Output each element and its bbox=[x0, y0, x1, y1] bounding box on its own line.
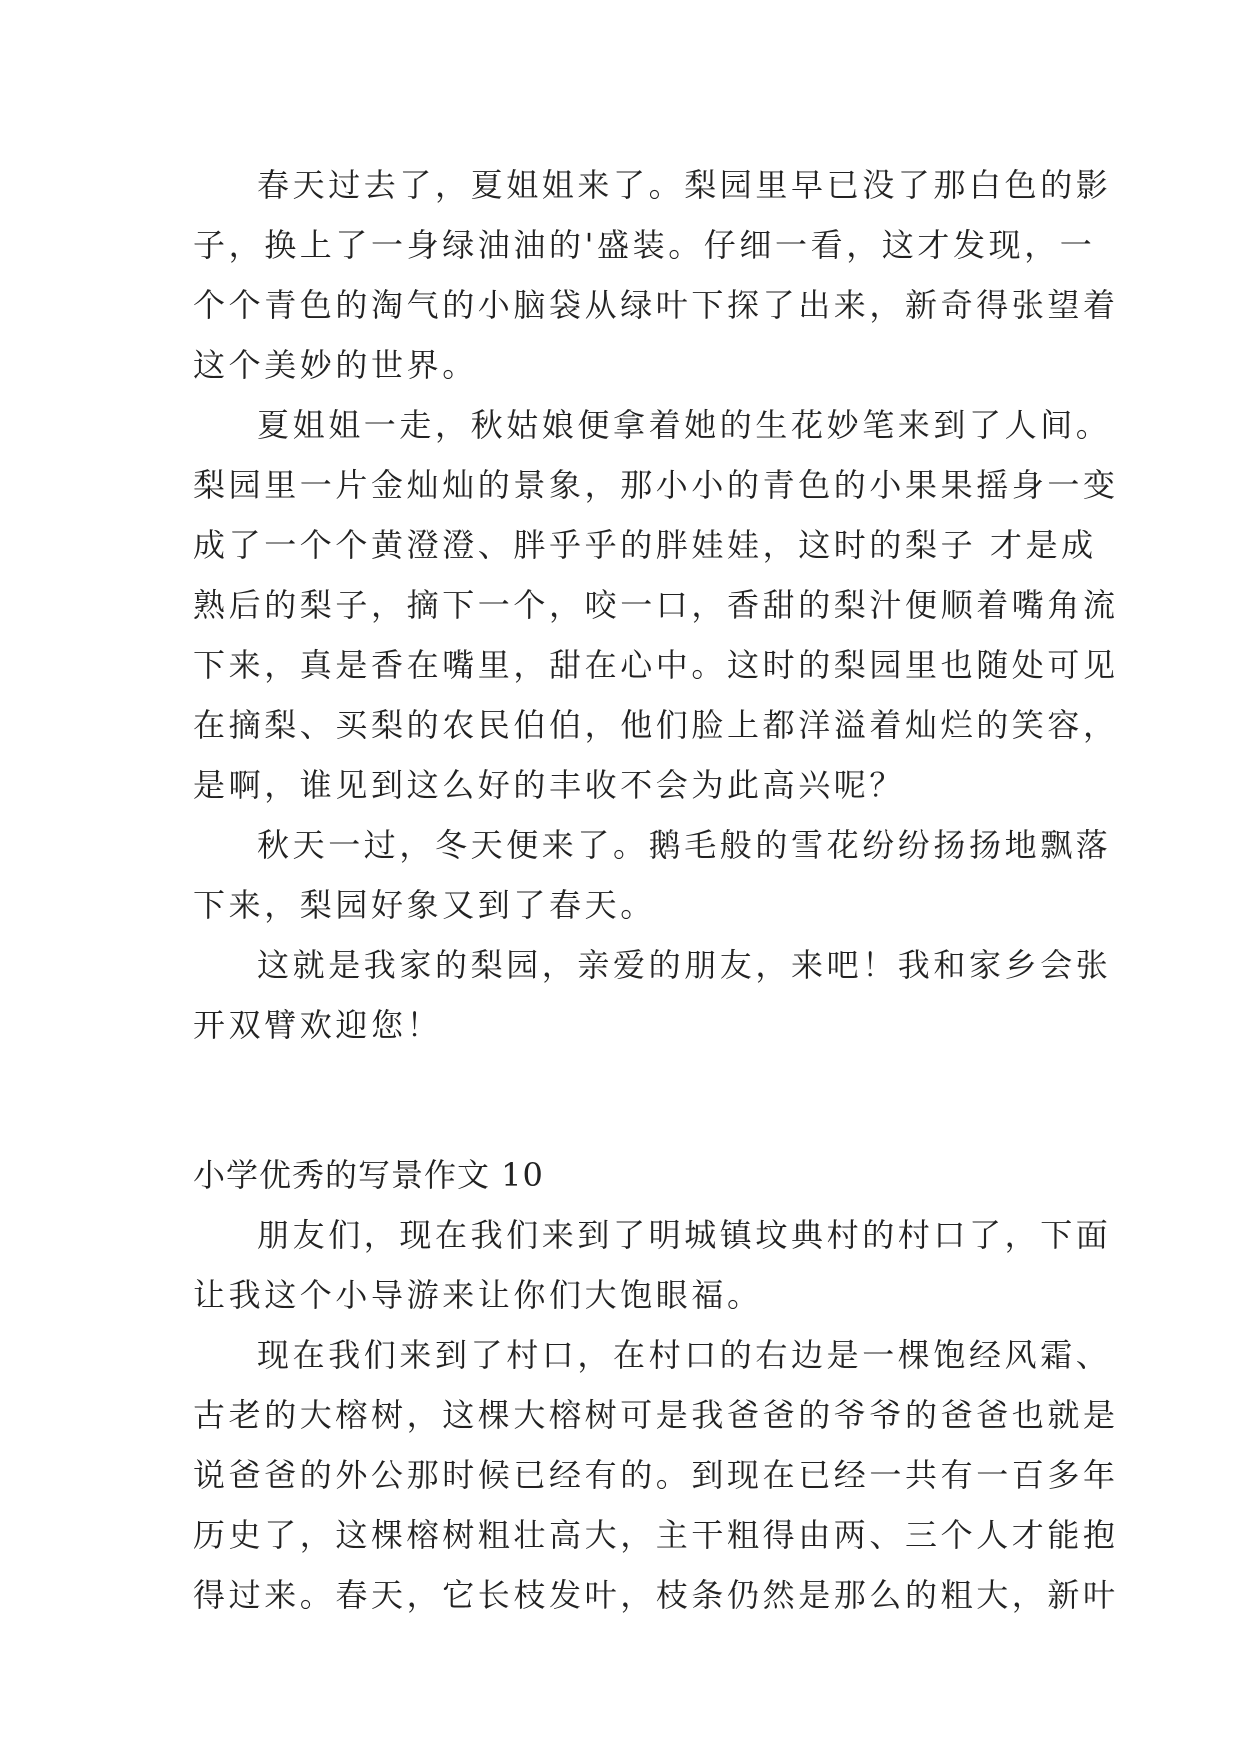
text-line: 古老的大榕树，这棵大榕树可是我爸爸的爷爷的爸爸也就是 bbox=[193, 1396, 1119, 1434]
text-line: 个个青色的淘气的小脑袋从绿叶下探了出来，新奇得张望着 bbox=[193, 286, 1119, 324]
essay-heading: 小学优秀的写景作文 10 bbox=[193, 1156, 544, 1194]
paragraph-banyan bbox=[193, 1325, 1119, 1625]
text-line: 夏姐姐一走，秋姑娘便拿着她的生花妙笔来到了人间。 bbox=[257, 406, 1112, 444]
paragraph-autumn bbox=[193, 395, 1119, 815]
text-line: 开双臂欢迎您！ bbox=[193, 1006, 443, 1044]
paragraph-winter bbox=[193, 815, 1112, 935]
text-line: 熟后的梨子，摘下一个，咬一口，香甜的梨汁便顺着嘴角流 bbox=[193, 586, 1119, 624]
text-line: 朋友们，现在我们来到了明城镇坟典村的村口了，下面 bbox=[257, 1216, 1112, 1254]
text-line: 春天过去了，夏姐姐来了。梨园里早已没了那白色的影 bbox=[257, 166, 1112, 204]
paragraph-intro bbox=[193, 1205, 1112, 1325]
text-line: 在摘梨、买梨的农民伯伯，他们脸上都洋溢着灿烂的笑容， bbox=[193, 706, 1119, 744]
text-line: 下来，梨园好象又到了春天。 bbox=[193, 886, 656, 924]
text-line: 成了一个个黄澄澄、胖乎乎的胖娃娃，这时的梨子 才是成 bbox=[193, 526, 1097, 564]
text-line: 子，换上了一身绿油油的'盛装。仔细一看，这才发现，一 bbox=[193, 226, 1096, 264]
text-line: 下来，真是香在嘴里，甜在心中。这时的梨园里也随处可见 bbox=[193, 646, 1119, 684]
text-line: 说爸爸的外公那时候已经有的。到现在已经一共有一百多年 bbox=[193, 1456, 1119, 1494]
text-line: 历史了，这棵榕树粗壮高大，主干粗得由两、三个人才能抱 bbox=[193, 1516, 1119, 1554]
text-line: 这个美妙的世界。 bbox=[193, 346, 478, 384]
text-line: 这就是我家的梨园，亲爱的朋友，来吧！我和家乡会张 bbox=[257, 946, 1112, 984]
document-page bbox=[193, 155, 1119, 1625]
text-line: 秋天一过，冬天便来了。鹅毛般的雪花纷纷扬扬地飘落 bbox=[257, 826, 1112, 864]
text-line: 是啊，谁见到这么好的丰收不会为此高兴呢？ bbox=[193, 766, 906, 804]
text-line: 梨园里一片金灿灿的景象，那小小的青色的小果果摇身一变 bbox=[193, 466, 1119, 504]
paragraph-closing bbox=[193, 935, 1112, 1055]
text-line: 得过来。春天，它长枝发叶，枝条仍然是那么的粗大，新叶 bbox=[193, 1576, 1119, 1614]
text-line: 现在我们来到了村口，在村口的右边是一棵饱经风霜、 bbox=[257, 1336, 1112, 1374]
text-line: 让我这个小导游来让你们大饱眼福。 bbox=[193, 1276, 763, 1314]
section-gap bbox=[193, 1055, 1059, 1145]
paragraph-summer bbox=[193, 155, 1119, 395]
